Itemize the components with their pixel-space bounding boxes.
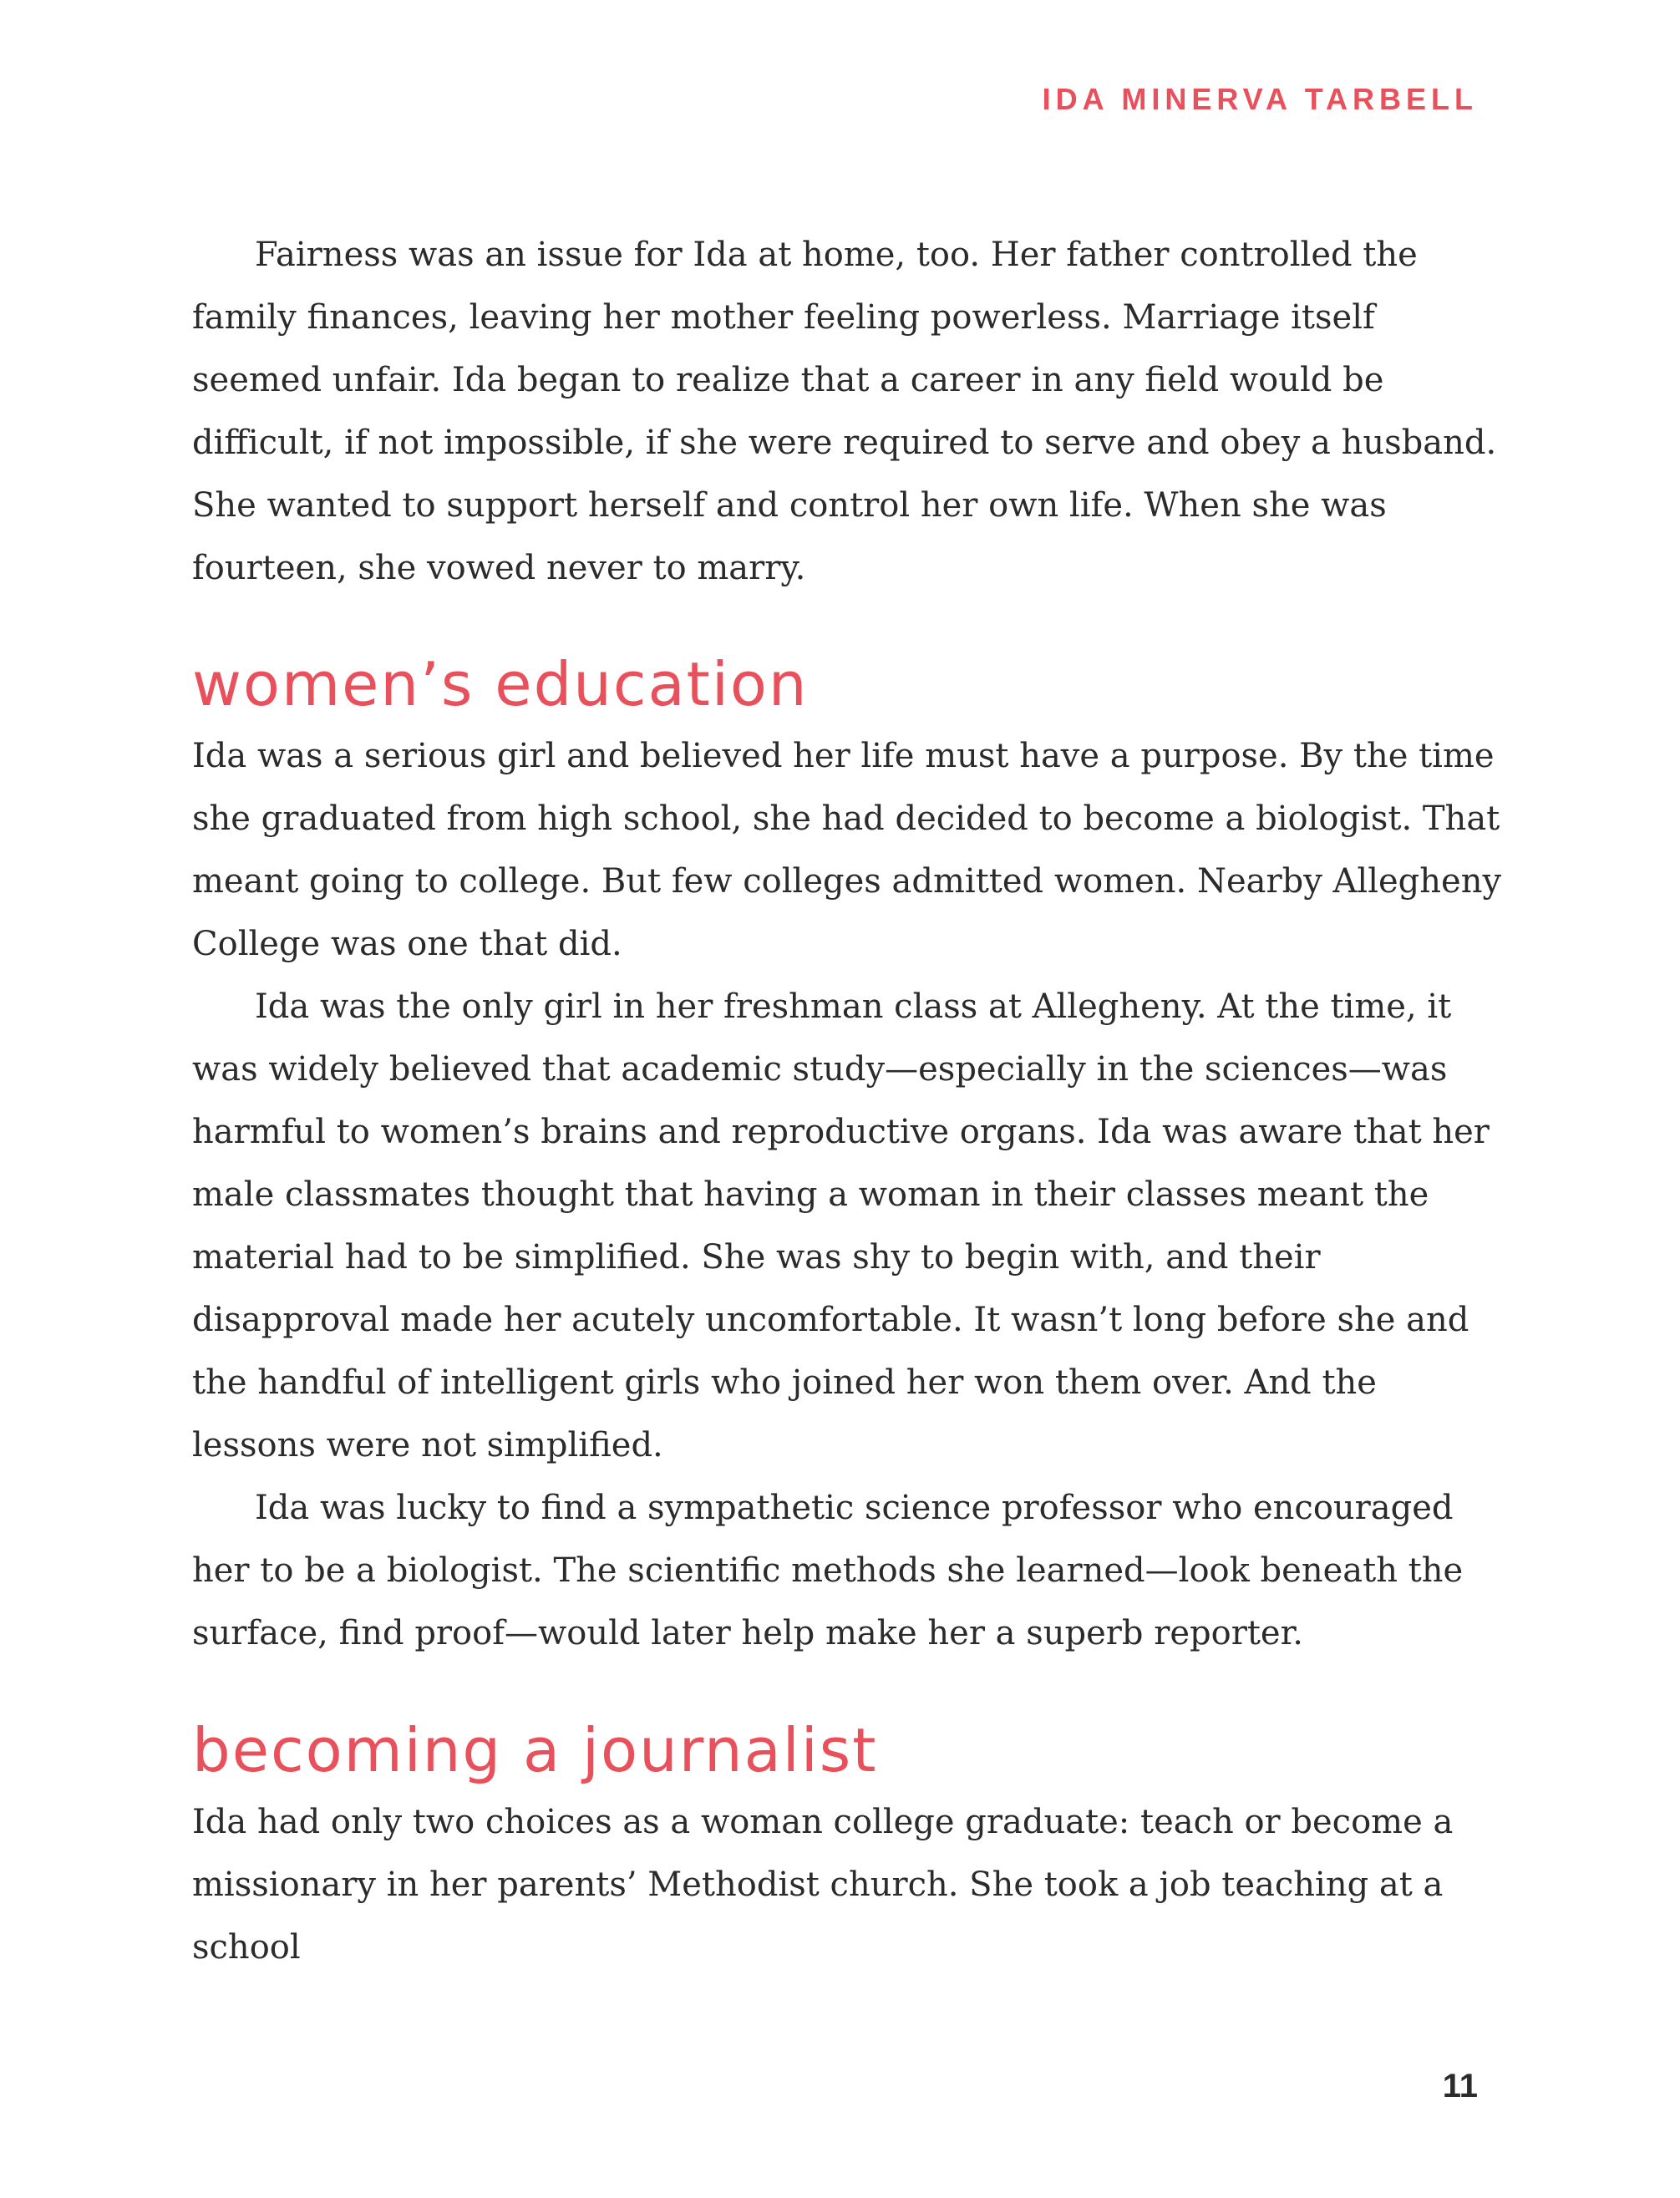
paragraph: Ida was lucky to find a sympathetic science professor who encouraged her to be a biologist. The scientific methods she learned—look beneath the surface, find proof—would later help make her a superb reporter. <box>192 1489 1464 1652</box>
intro-text-block <box>192 224 1504 600</box>
section-heading-womens-education: women’s education <box>192 649 809 719</box>
womens-education-text-block <box>192 725 1504 1665</box>
section-heading-becoming-a-journalist: becoming a journalist <box>192 1715 878 1785</box>
paragraph: Ida had only two choices as a woman college graduate: teach or become a missionary in her parents’ Methodist church. She took a job teaching at a school <box>192 1803 1454 1967</box>
paragraph: Ida was a serious girl and believed her life must have a purpose. By the time she graduated from high school, she had decided to become a biologist. That meant going to college. But few colleges admitted women. Nearby Allegheny College was one that did. <box>192 737 1502 963</box>
becoming-a-journalist-text-block <box>192 1791 1504 1979</box>
page-number: 11 <box>1442 2068 1478 2104</box>
running-head: IDA MINERVA TARBELL <box>1042 82 1478 116</box>
paragraph: Ida was the only girl in her freshman class at Allegheny. At the time, it was widely believed that academic study—especially in the sciences—was harmful to women’s brains and reproductive organs. Ida was aware that her male classmates thought that having a woman in their classes meant the material had to be simplified. She was shy to begin with, and their disapproval made her acutely uncomfortable. It wasn’t long before she and the handful of intelligent girls who joined her won them over. And the lessons were not simplified. <box>192 987 1490 1464</box>
paragraph: Fairness was an issue for Ida at home, too. Her father controlled the family finances, leaving her mother feeling powerless. Marriage itself seemed unfair. Ida began to realize that a career in any field would be difficult, if not impossible, if she were required to serve and obey a husband. She wanted to support herself and control her own life. When she was fourteen, she vowed never to marry. <box>192 236 1497 587</box>
